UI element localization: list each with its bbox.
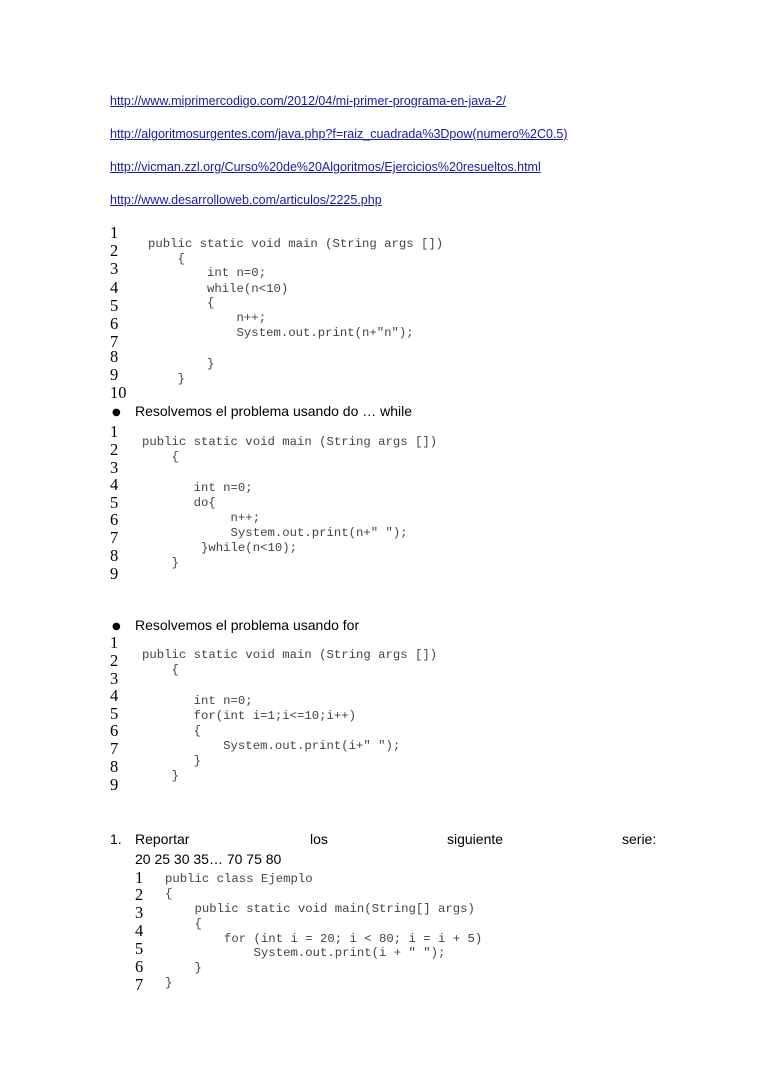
line-number: 5 <box>110 296 119 315</box>
line-number: 6 <box>135 957 144 976</box>
line-number: 9 <box>110 365 119 384</box>
code-line: public static void main(String[] args) <box>165 902 475 916</box>
code-line: System.out.print(n+" "); <box>142 526 408 540</box>
code-line: { <box>142 450 179 464</box>
item-word: serie: <box>622 831 657 847</box>
line-number: 6 <box>110 721 119 740</box>
line-number: 3 <box>110 669 119 688</box>
line-number: 7 <box>110 528 119 547</box>
line-number: 3 <box>110 458 119 477</box>
code-line: do{ <box>142 496 216 510</box>
code-line: for (int i = 20; i < 80; i = i + 5) <box>165 932 483 946</box>
line-number: 2 <box>110 440 119 459</box>
line-number: 9 <box>110 775 119 794</box>
line-number: 3 <box>110 259 119 278</box>
line-number: 8 <box>110 757 119 776</box>
code-line: { <box>142 663 179 677</box>
code-line: { <box>142 724 202 738</box>
series-text: 20 25 30 35… 70 75 80 <box>135 851 282 867</box>
code-line: } <box>148 357 215 371</box>
line-number: 5 <box>110 704 119 723</box>
reference-link-3[interactable]: http://vicman.zzl.org/Curso%20de%20Algoritmos/Ejercicios%20resueltos.html <box>110 160 541 174</box>
line-number: 10 <box>110 383 127 402</box>
section-heading-do-while: Resolvemos el problema usando do … while <box>135 403 413 419</box>
code-line: } <box>148 372 185 386</box>
line-number: 4 <box>110 278 119 297</box>
item-word: siguiente <box>447 831 504 847</box>
code-line: } <box>165 976 173 990</box>
code-line: } <box>165 961 202 975</box>
line-number: 5 <box>110 493 119 512</box>
code-line: int n=0; <box>148 266 267 280</box>
item-word: los <box>310 831 328 847</box>
line-number: 8 <box>110 546 119 565</box>
code-line: public class Ejemplo <box>165 872 313 886</box>
code-line: public static void main (String args []) <box>142 435 438 449</box>
line-number: 4 <box>135 921 144 940</box>
code-line: } <box>142 769 179 783</box>
code-line: { <box>165 917 202 931</box>
code-line: System.out.print(n+"n"); <box>148 326 414 340</box>
bullet-icon: ● <box>112 621 121 632</box>
code-line: for(int i=1;i<=10;i++) <box>142 709 357 723</box>
code-line: while(n<10) <box>148 282 289 296</box>
item-number: 1. <box>110 831 122 847</box>
code-line: System.out.print(i + " "); <box>165 946 446 960</box>
bullet-icon: ● <box>112 407 121 418</box>
line-number: 1 <box>110 422 119 441</box>
code-line: public static void main (String args []) <box>148 237 444 251</box>
line-number: 4 <box>110 475 119 494</box>
line-number: 7 <box>110 739 119 758</box>
line-number: 7 <box>135 975 144 994</box>
code-line: { <box>148 296 215 310</box>
code-line: int n=0; <box>142 481 253 495</box>
code-line: { <box>165 887 173 901</box>
line-number: 8 <box>110 347 119 366</box>
line-number: 2 <box>110 651 119 670</box>
code-line: { <box>148 252 185 266</box>
line-number: 7 <box>110 332 119 351</box>
line-number: 6 <box>110 510 119 529</box>
code-line: int n=0; <box>142 694 253 708</box>
line-number: 9 <box>110 564 119 583</box>
line-number: 1 <box>110 633 119 652</box>
code-line: }while(n<10); <box>142 541 297 555</box>
code-line: n++; <box>142 511 261 525</box>
line-number: 2 <box>110 241 119 260</box>
code-line: } <box>142 754 202 768</box>
item-word: Reportar <box>135 831 190 847</box>
line-number: 1 <box>135 868 144 887</box>
reference-link-4[interactable]: http://www.desarrolloweb.com/articulos/2225.php <box>110 193 382 207</box>
line-number: 5 <box>135 939 144 958</box>
line-number: 1 <box>110 223 119 242</box>
code-line: n++; <box>148 311 267 325</box>
line-number: 3 <box>135 903 144 922</box>
line-number: 6 <box>110 314 119 333</box>
line-number: 4 <box>110 686 119 705</box>
code-line: System.out.print(i+" "); <box>142 739 401 753</box>
section-heading-for: Resolvemos el problema usando for <box>135 617 360 633</box>
reference-link-1[interactable]: http://www.miprimercodigo.com/2012/04/mi-primer-programa-en-java-2/ <box>110 94 506 108</box>
reference-link-2[interactable]: http://algoritmosurgentes.com/java.php?f=raiz_cuadrada%3Dpow(numero%2C0.5) <box>110 127 568 141</box>
code-line: } <box>142 556 179 570</box>
line-number: 2 <box>135 885 144 904</box>
code-line: public static void main (String args []) <box>142 648 438 662</box>
